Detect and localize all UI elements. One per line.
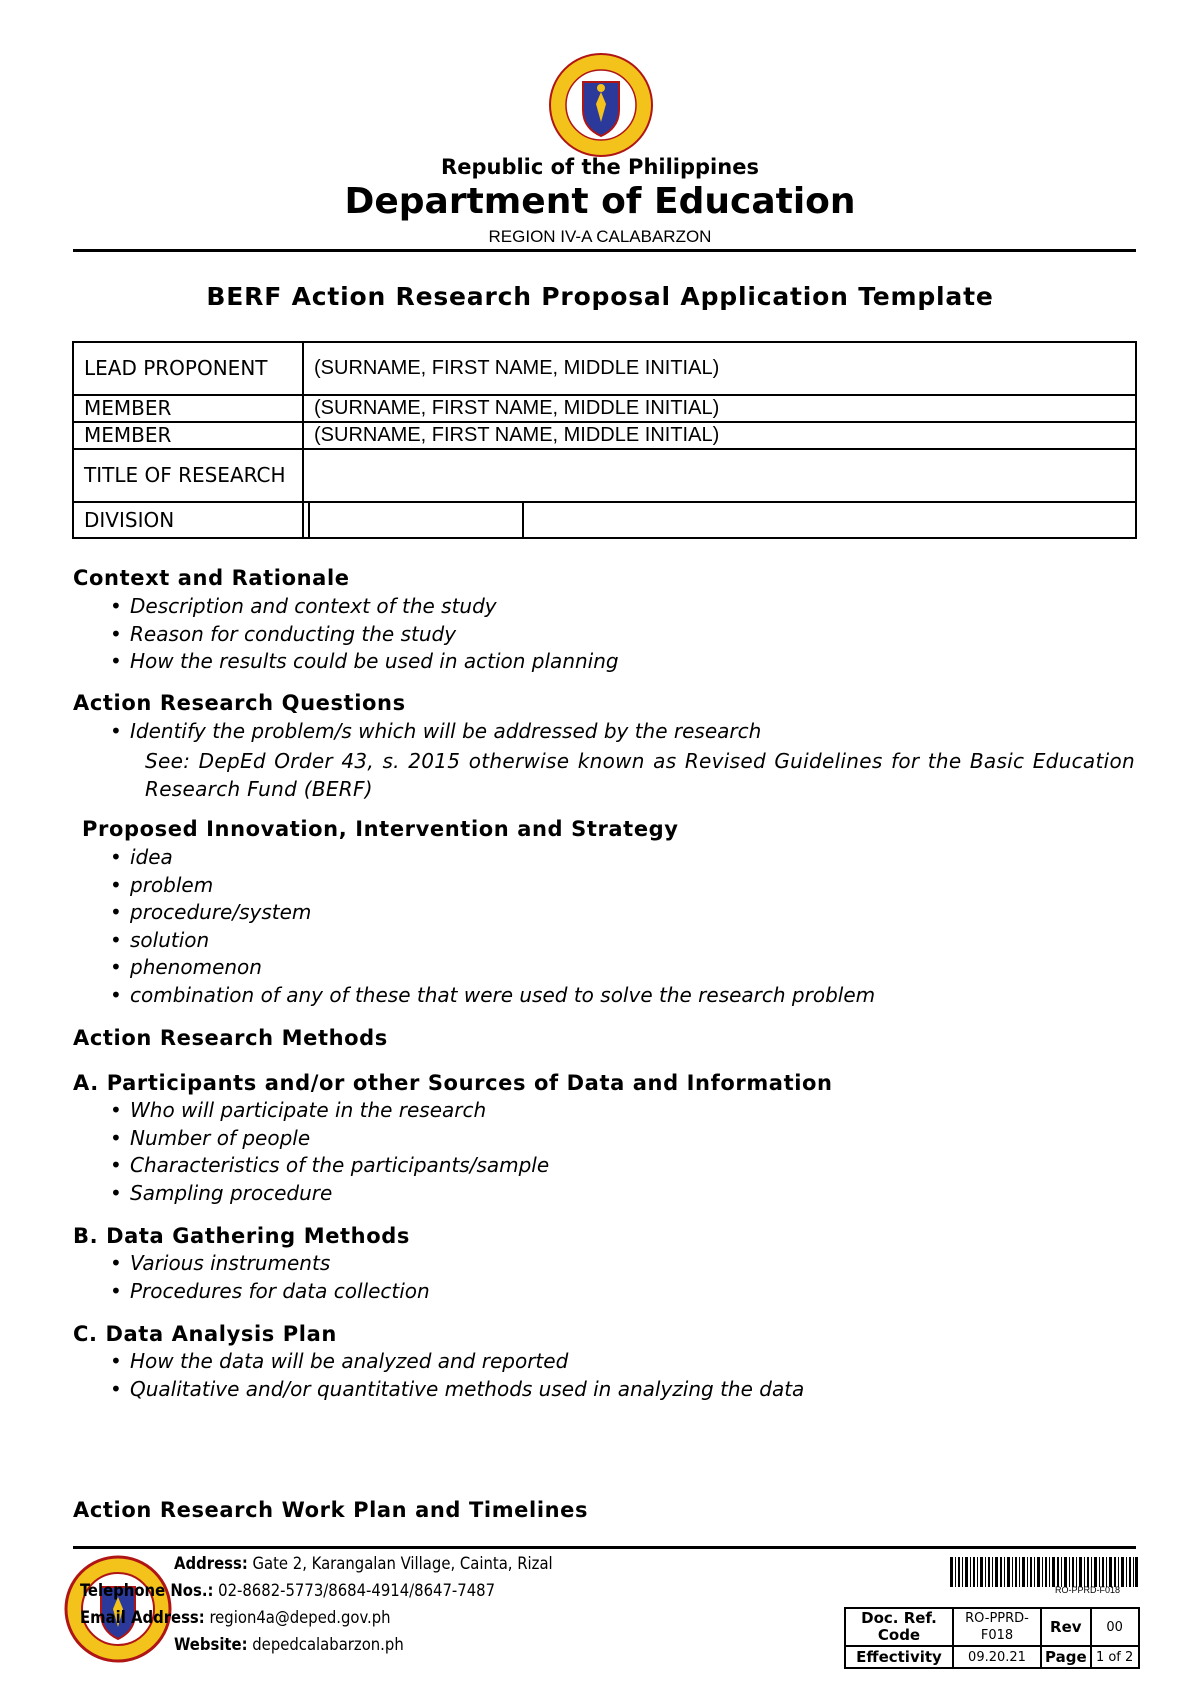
participants-list: [110, 1097, 549, 1207]
list-item: • Identify the problem/s which will be addressed by the research: [110, 718, 761, 746]
list-item: • Reason for conducting the study: [110, 621, 619, 649]
title-of-research-field[interactable]: [303, 449, 1136, 502]
list-item: • Qualitative and/or quantitative methods used in analyzing the data: [110, 1376, 804, 1404]
gathering-list: [110, 1250, 430, 1305]
footer-address: [174, 1554, 553, 1573]
member-field[interactable]: (SURNAME, FIRST NAME, MIDDLE INITIAL): [303, 422, 1136, 449]
document-reference-table: [844, 1607, 1140, 1669]
analysis-list: [110, 1348, 804, 1403]
participants-heading: A. Participants and/or other Sources of Data and Information: [73, 1071, 833, 1095]
list-item: • Sampling procedure: [110, 1180, 549, 1208]
republic-text: Republic of the Philippines: [441, 155, 759, 179]
effectivity-value: 09.20.21: [953, 1646, 1041, 1668]
lead-proponent-field[interactable]: (SURNAME, FIRST NAME, MIDDLE INITIAL): [303, 342, 1136, 395]
workplan-heading: Action Research Work Plan and Timelines: [73, 1498, 589, 1522]
list-item: • How the data will be analyzed and reported: [110, 1348, 804, 1376]
member-label: MEMBER: [73, 395, 303, 422]
deped-order-note: See: DepEd Order 43, s. 2015 otherwise known as Revised Guidelines for the Basic Education Research Fund (BERF): [145, 749, 1135, 801]
docref-value: RO-PPRD-F018: [953, 1608, 1041, 1646]
context-list: [110, 593, 619, 676]
list-item: • Number of people: [110, 1125, 549, 1153]
context-heading: Context and Rationale: [73, 566, 350, 590]
email-value[interactable]: region4a@deped.gov.ph: [209, 1608, 391, 1627]
rev-label: Rev: [1041, 1608, 1091, 1646]
list-item: • solution: [110, 927, 875, 955]
innovation-heading: Proposed Innovation, Intervention and Strategy: [82, 817, 679, 841]
region-text: REGION IV-A CALABARZON: [488, 227, 712, 246]
lead-proponent-label: LEAD PROPONENT: [73, 342, 303, 395]
footer-telephone: [80, 1581, 495, 1600]
list-item: • Description and context of the study: [110, 593, 619, 621]
deped-seal: [548, 52, 654, 158]
list-item: • procedure/system: [110, 899, 875, 927]
email-label: Email Address:: [80, 1608, 205, 1627]
methods-heading: Action Research Methods: [73, 1026, 388, 1050]
analysis-heading: C. Data Analysis Plan: [73, 1322, 337, 1346]
member-label: MEMBER: [73, 422, 303, 449]
footer-email: [80, 1608, 391, 1627]
questions-heading: Action Research Questions: [73, 691, 406, 715]
gathering-heading: B. Data Gathering Methods: [73, 1224, 410, 1248]
questions-list: [110, 718, 761, 746]
list-item: • How the results could be used in action planning: [110, 648, 619, 676]
address-value: Gate 2, Karangalan Village, Cainta, Rizal: [252, 1554, 553, 1573]
website-label: Website:: [174, 1635, 248, 1654]
list-item: • problem: [110, 872, 875, 900]
docref-label: Doc. Ref. Code: [845, 1608, 953, 1646]
telephone-value: 02-8682-5773/8684-4914/8647-7487: [218, 1581, 496, 1600]
footer-website: [174, 1635, 404, 1654]
division-extra-field[interactable]: [523, 502, 1136, 538]
telephone-label: Telephone Nos.:: [80, 1581, 214, 1600]
list-item: • idea: [110, 844, 875, 872]
barcode: [950, 1557, 1138, 1597]
department-title: Department of Education: [344, 181, 856, 222]
list-item: • Who will participate in the research: [110, 1097, 549, 1125]
barcode-text: RO-PPRD-F018: [1054, 1585, 1120, 1595]
list-item: • Procedures for data collection: [110, 1278, 430, 1306]
page-value: 1 of 2: [1091, 1646, 1139, 1668]
list-item: • Characteristics of the participants/sample: [110, 1152, 549, 1180]
division-label: DIVISION: [73, 502, 303, 538]
member-field[interactable]: (SURNAME, FIRST NAME, MIDDLE INITIAL): [303, 395, 1136, 422]
rev-value: 00: [1091, 1608, 1139, 1646]
proponent-table: [72, 341, 1137, 539]
effectivity-label: Effectivity: [845, 1646, 953, 1668]
page-label: Page: [1041, 1646, 1091, 1668]
list-item: • Various instruments: [110, 1250, 430, 1278]
title-of-research-label: TITLE OF RESEARCH: [73, 449, 303, 502]
address-label: Address:: [174, 1554, 248, 1573]
footer-divider: [73, 1546, 1136, 1549]
website-value[interactable]: depedcalabarzon.ph: [252, 1635, 404, 1654]
list-item: • phenomenon: [110, 954, 875, 982]
header-divider: [73, 249, 1136, 252]
division-field[interactable]: [309, 502, 523, 538]
document-title: BERF Action Research Proposal Application Template: [206, 282, 994, 311]
innovation-list: [110, 844, 875, 1009]
list-item: • combination of any of these that were used to solve the research problem: [110, 982, 875, 1010]
